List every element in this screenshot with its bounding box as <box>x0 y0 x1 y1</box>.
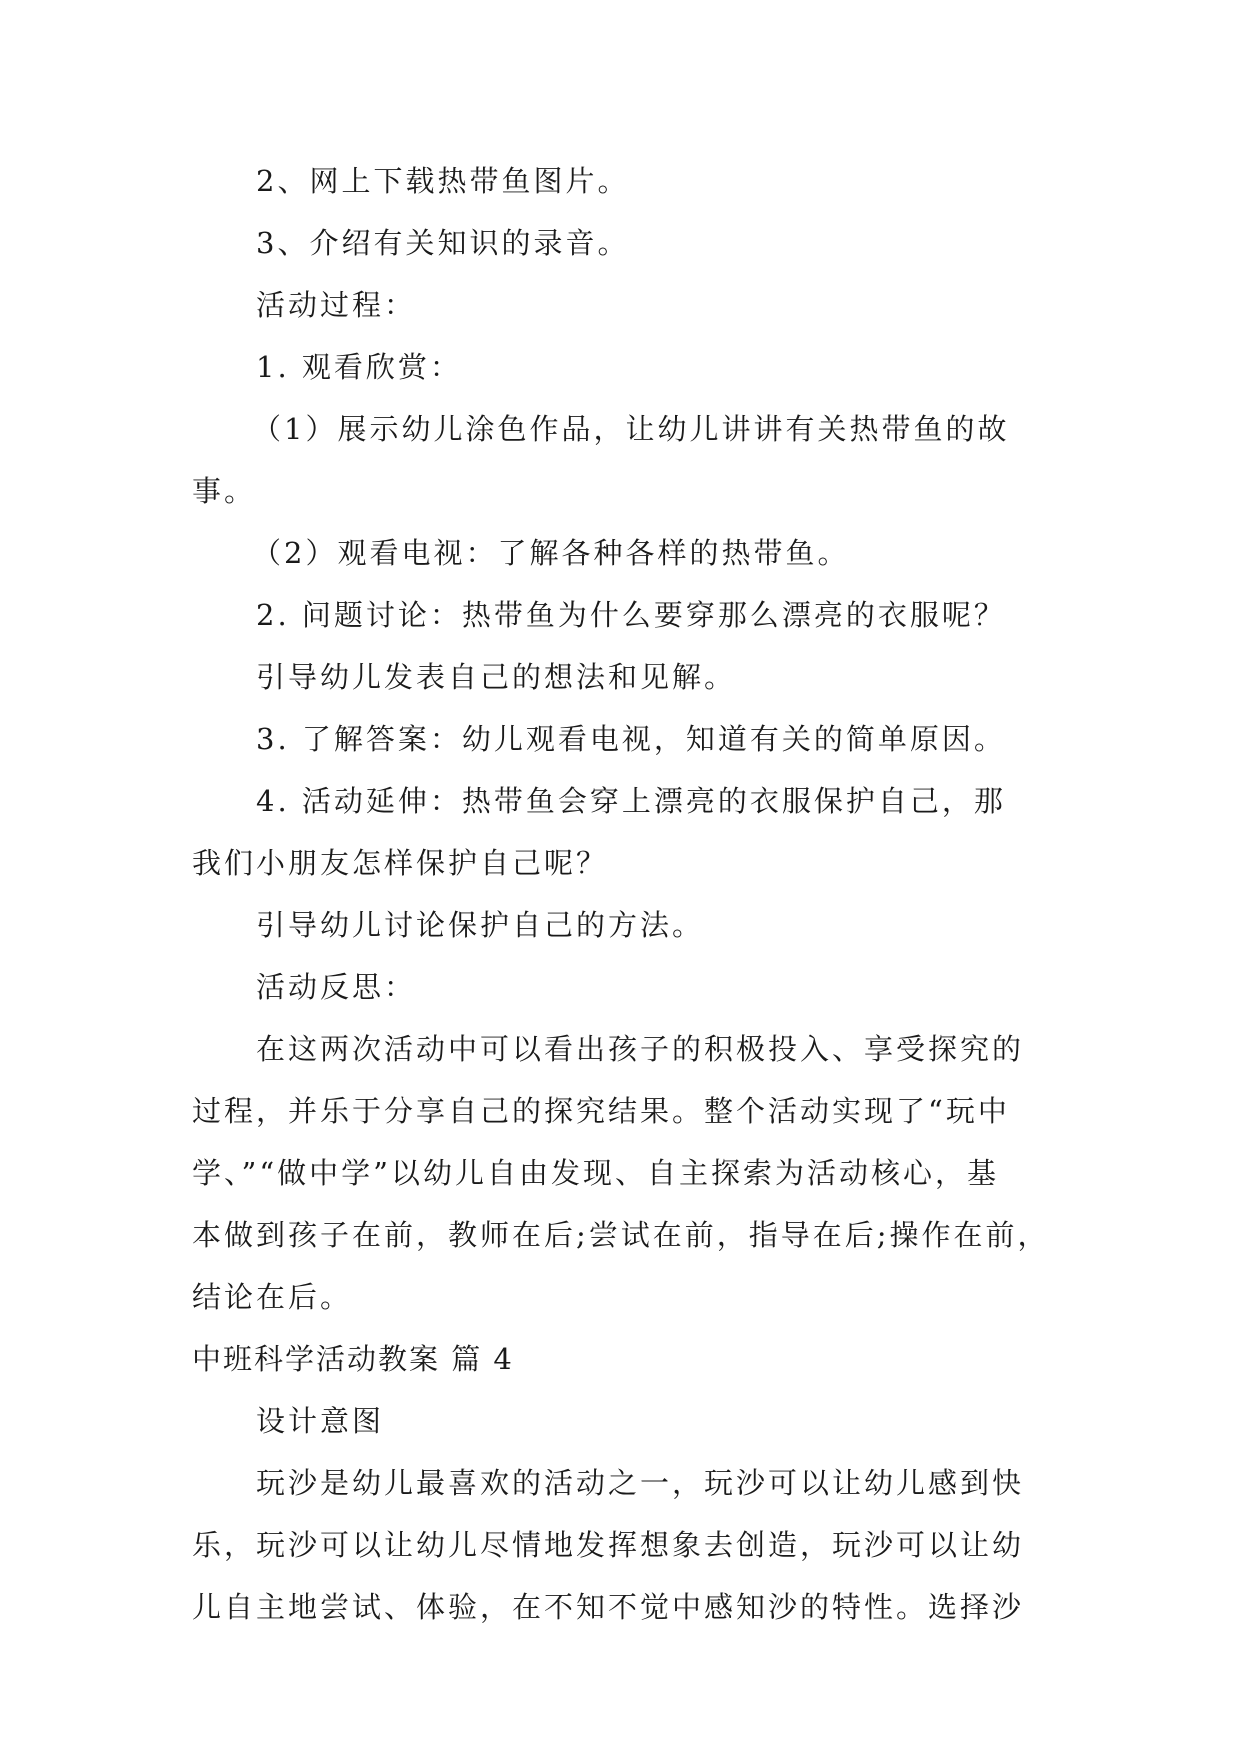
section-heading-text: 中班科学活动教案 篇 4 <box>192 1342 514 1376</box>
text-line: 学、”“做中学”以幼儿自由发现、自主探索为活动核心，基 <box>192 1156 999 1190</box>
step-1 <box>192 336 1049 398</box>
document-body <box>192 150 1049 1638</box>
text-line: 活动过程： <box>256 288 417 322</box>
text-line: 4. 活动延伸：热带鱼会穿上漂亮的衣服保护自己，那 <box>256 784 1006 818</box>
step-4-guide <box>192 894 1049 956</box>
text-line: 2. 问题讨论：热带鱼为什么要穿那么漂亮的衣服呢？ <box>256 598 1006 632</box>
text-line: 乐，玩沙可以让幼儿尽情地发挥想象去创造，玩沙可以让幼 <box>192 1528 1025 1562</box>
text-line: 设计意图 <box>256 1404 385 1438</box>
step-3 <box>192 708 1049 770</box>
text-line: 2、网上下载热带鱼图片。 <box>256 164 630 198</box>
design-body <box>192 1452 1049 1638</box>
text-line: 过程，并乐于分享自己的探究结果。整个活动实现了“玩中 <box>192 1094 1010 1128</box>
reflection-body <box>192 1018 1049 1328</box>
text-line: 我们小朋友怎样保护自己呢？ <box>192 846 609 880</box>
text-line: 引导幼儿讨论保护自己的方法。 <box>256 908 705 942</box>
text-line: 在这两次活动中可以看出孩子的积极投入、享受探究的 <box>256 1032 1025 1066</box>
text-line: 活动反思： <box>256 970 417 1004</box>
step-2-guide <box>192 646 1049 708</box>
text-line: 儿自主地尝试、体验，在不知不觉中感知沙的特性。选择沙 <box>192 1590 1025 1624</box>
text-line: （1）展示幼儿涂色作品，让幼儿讲讲有关热带鱼的故 <box>252 412 1010 446</box>
step-2 <box>192 584 1049 646</box>
process-heading <box>192 274 1049 336</box>
text-line: 3、介绍有关知识的录音。 <box>256 226 630 260</box>
text-line: 结论在后。 <box>192 1280 353 1314</box>
step-1-substep-2 <box>192 522 1049 584</box>
text-line: 本做到孩子在前，教师在后;尝试在前，指导在后;操作在前， <box>192 1218 1050 1252</box>
text-line: 事。 <box>192 474 257 508</box>
text-line: （2）观看电视：了解各种各样的热带鱼。 <box>252 536 850 570</box>
prep-item-2 <box>192 150 1049 212</box>
text-line: 1. 观看欣赏： <box>256 350 462 384</box>
section-title <box>192 1328 1049 1390</box>
design-heading <box>192 1390 1049 1452</box>
text-line: 玩沙是幼儿最喜欢的活动之一，玩沙可以让幼儿感到快 <box>256 1466 1025 1500</box>
step-1-substep-1 <box>192 398 1049 522</box>
prep-item-3 <box>192 212 1049 274</box>
text-line: 引导幼儿发表自己的想法和见解。 <box>256 660 737 694</box>
text-line: 3. 了解答案：幼儿观看电视，知道有关的简单原因。 <box>256 722 1006 756</box>
step-4 <box>192 770 1049 894</box>
reflection-heading <box>192 956 1049 1018</box>
